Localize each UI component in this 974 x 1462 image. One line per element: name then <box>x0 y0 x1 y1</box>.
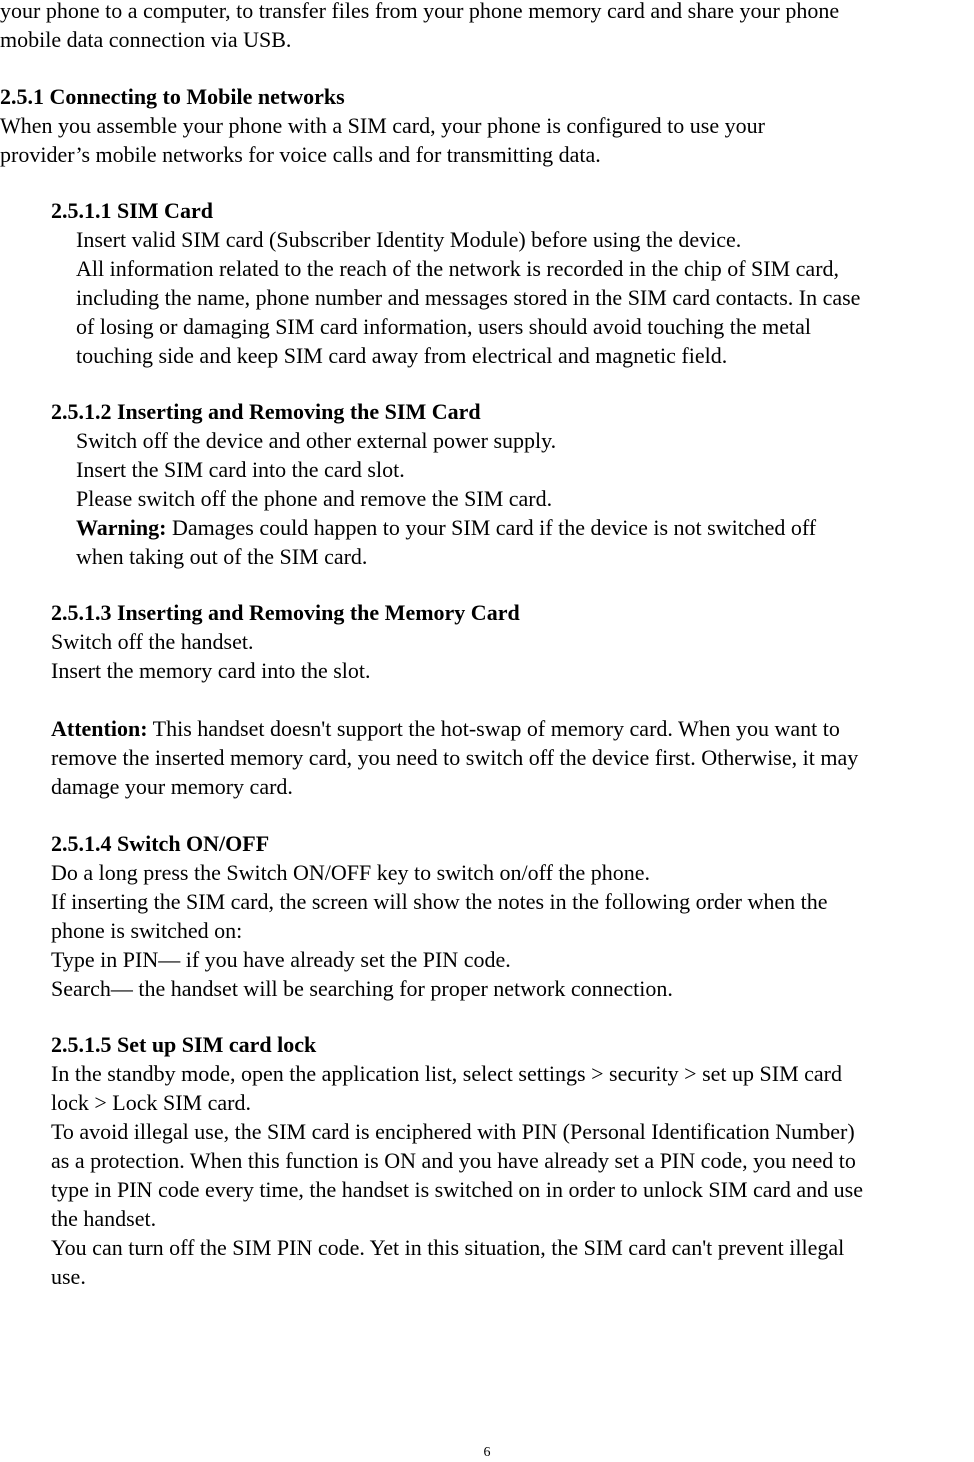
paragraph-line: lock > Lock SIM card. <box>51 1090 251 1115</box>
section-heading: 2.5.1.4 Switch ON/OFF <box>51 831 270 856</box>
paragraph-line: Insert the SIM card into the card slot. <box>76 457 405 482</box>
section-2-5-1-3 <box>51 598 520 685</box>
paragraph-line: Do a long press the Switch ON/OFF key to switch on/off the phone. <box>51 860 651 885</box>
paragraph-line: To avoid illegal use, the SIM card is enciphered with PIN (Personal Identification Number) <box>51 1119 855 1144</box>
paragraph-line: provider’s mobile networks for voice calls and for transmitting data. <box>0 142 601 167</box>
paragraph-line: touching side and keep SIM card away from electrical and magnetic field. <box>76 343 728 368</box>
paragraph-line: All information related to the reach of the network is recorded in the chip of SIM card, <box>76 256 840 281</box>
warning-line <box>76 513 816 542</box>
intro-paragraph <box>0 0 839 54</box>
paragraph-line: If inserting the SIM card, the screen will show the notes in the following order when the <box>51 889 828 914</box>
section-2-5-1 <box>0 82 765 169</box>
page-number: 6 <box>483 1445 491 1460</box>
section-2-5-1-1-heading-block <box>51 196 213 225</box>
warning-continuation: when taking out of the SIM card. <box>76 544 368 569</box>
paragraph-line: as a protection. When this function is ON and you have already set a PIN code, you need to <box>51 1148 856 1173</box>
paragraph-line: You can turn off the SIM PIN code. Yet in this situation, the SIM card can't prevent illegal <box>51 1235 845 1260</box>
section-2-5-1-1-body <box>76 225 860 370</box>
paragraph-line: type in PIN code every time, the handset is switched on in order to unlock SIM card and use <box>51 1177 863 1202</box>
attention-label: Attention: <box>51 716 148 741</box>
paragraph-line: Please switch off the phone and remove the SIM card. <box>76 486 553 511</box>
attention-note <box>51 714 858 801</box>
paragraph-line: of losing or damaging SIM card information, users should avoid touching the metal <box>76 314 812 339</box>
section-heading: 2.5.1.3 Inserting and Removing the Memory Card <box>51 600 520 625</box>
paragraph-line: remove the inserted memory card, you need to switch off the device first. Otherwise, it may <box>51 745 859 770</box>
paragraph-line: phone is switched on: <box>51 918 243 943</box>
paragraph-line: Insert the memory card into the slot. <box>51 658 371 683</box>
section-heading: 2.5.1.2 Inserting and Removing the SIM Card <box>51 399 481 424</box>
attention-line <box>51 714 858 743</box>
paragraph-line: Switch off the handset. <box>51 629 254 654</box>
section-heading: 2.5.1.1 SIM Card <box>51 198 213 223</box>
paragraph-line: use. <box>51 1264 86 1289</box>
paragraph-line: Insert valid SIM card (Subscriber Identity Module) before using the device. <box>76 227 742 252</box>
section-heading: 2.5.1.5 Set up SIM card lock <box>51 1032 317 1057</box>
attention-text: This handset doesn't support the hot-swap of memory card. When you want to <box>147 716 840 741</box>
section-2-5-1-2-heading-block <box>51 397 481 426</box>
section-heading: 2.5.1 Connecting to Mobile networks <box>0 84 345 109</box>
intro-line: your phone to a computer, to transfer files from your phone memory card and share your phone <box>0 0 840 23</box>
paragraph-line: including the name, phone number and messages stored in the SIM card contacts. In case <box>76 285 861 310</box>
paragraph-line: When you assemble your phone with a SIM card, your phone is configured to use your <box>0 113 765 138</box>
paragraph-line: the handset. <box>51 1206 157 1231</box>
intro-line: mobile data connection via USB. <box>0 27 292 52</box>
warning-label: Warning: <box>76 515 167 540</box>
paragraph-line: Search— the handset will be searching for proper network connection. <box>51 976 673 1001</box>
warning-text: Damages could happen to your SIM card if the device is not switched off <box>166 515 817 540</box>
paragraph-line: damage your memory card. <box>51 774 293 799</box>
section-2-5-1-2-body <box>76 426 816 571</box>
paragraph-line: Switch off the device and other external power supply. <box>76 428 557 453</box>
section-2-5-1-4 <box>51 829 828 1003</box>
section-2-5-1-5 <box>51 1030 863 1291</box>
paragraph-line: In the standby mode, open the application list, select settings > security > set up SIM card <box>51 1061 842 1086</box>
paragraph-line: Type in PIN— if you have already set the PIN code. <box>51 947 511 972</box>
